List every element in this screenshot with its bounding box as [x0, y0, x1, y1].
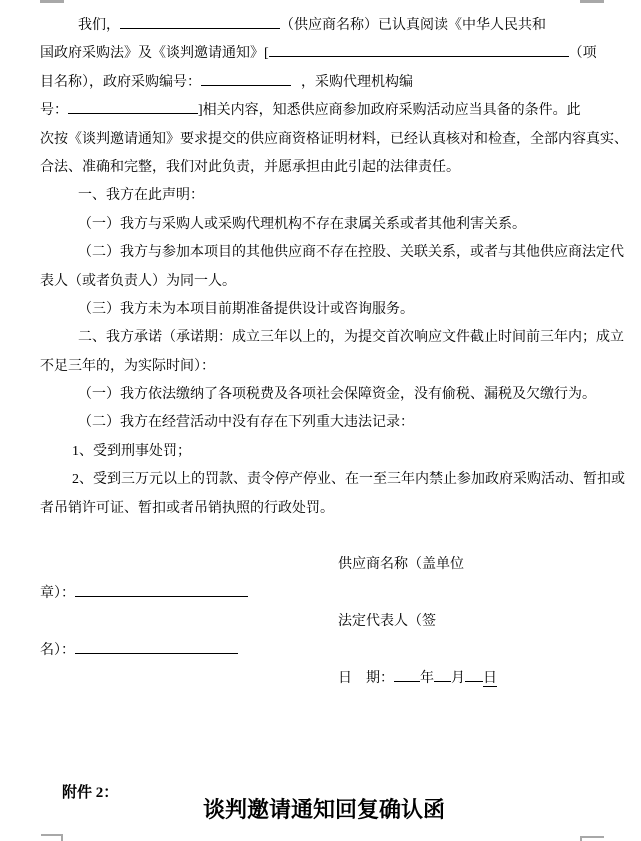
section1-item2-text: （二）我方与参加本项目的其他供应商不存在控股、关联关系，或者与其他供应商法定代 — [78, 245, 624, 261]
section2-item2 — [40, 409, 608, 437]
section1-item3 — [40, 296, 608, 324]
para1-text: 次按《谈判邀请通知》要求提交的供应商资格证明材料，已经认真核对和检查，全部内容真实、 — [40, 131, 628, 147]
date-year-label: 年 — [420, 670, 434, 686]
attachment-title-text: 谈判邀请通知回复确认函 — [202, 796, 445, 822]
supplier-stamp-label-line2 — [40, 580, 608, 608]
attachment-label-text: 附件 2： — [62, 784, 119, 801]
section2-item2-text: （二）我方在经营活动中没有存在下列重大违法记录： — [78, 415, 414, 431]
legal-rep-label-text: 名）： — [40, 642, 75, 658]
date-line — [40, 665, 608, 693]
date-day-blank[interactable] — [465, 667, 483, 682]
procurement-number-blank[interactable] — [201, 71, 291, 86]
legal-rep-signature-blank[interactable] — [75, 639, 238, 654]
supplier-stamp-label-text: 章）： — [40, 585, 75, 601]
blank-line — [40, 523, 608, 551]
para1-line5 — [40, 126, 628, 154]
date-month-blank[interactable] — [434, 667, 451, 682]
para1-text: ]相关内容，知悉供应商参加政府采购活动应当具备的条件。此 — [198, 103, 581, 119]
violation-item2-text: 2、受到三万元以上的罚款、责令停产停业、在一至三年内禁止参加政府采购活动、暂扣或 — [72, 472, 625, 488]
date-month-label: 月 — [451, 670, 465, 686]
date-day-label: 日 — [483, 670, 497, 686]
section1-item3-text: （三）我方未为本项目前期准备提供设计或咨询服务。 — [78, 301, 414, 317]
para1-line3 — [40, 69, 608, 97]
section1-item1-text: （一）我方与采购人或采购代理机构不存在隶属关系或者其他利害关系。 — [78, 216, 526, 232]
para1-text: 合法、准确和完整，我们对此负责，并愿承担由此引起的法律责任。 — [40, 159, 460, 175]
section1-item1 — [40, 211, 608, 239]
date-year-blank[interactable] — [394, 667, 420, 682]
section2-heading-text: 二、我方承诺（承诺期：成立三年以上的，为提交首次响应文件截止时间前三年内；成立 — [78, 330, 624, 346]
document-body — [40, 12, 628, 827]
para1-line4 — [40, 97, 608, 125]
para1-line2 — [40, 40, 608, 68]
legal-rep-label-line1 — [40, 608, 608, 636]
legal-rep-label-line2 — [40, 637, 608, 665]
para1-text: 号： — [40, 103, 68, 119]
blank-line — [40, 722, 608, 750]
section1-item2-line1 — [40, 239, 624, 267]
section2-heading-line1 — [40, 324, 624, 352]
para1-text: 国政府采购法》及《谈判邀请通知》[ — [40, 46, 269, 62]
violation-item1-text: 1、受到刑事处罚； — [72, 443, 191, 459]
date-label: 日 期： — [338, 670, 394, 686]
supplier-stamp-label-text: 供应商名称（盖单位 — [338, 557, 464, 573]
supplier-stamp-label-line1 — [40, 551, 608, 579]
text-boundary-mark-bottom-right — [580, 836, 604, 838]
attachment-title — [40, 797, 608, 827]
text-boundary-mark-bottom-left-tick — [61, 834, 63, 841]
text-boundary-mark-top-left — [40, 0, 64, 3]
text-boundary-mark-bottom-left — [41, 834, 63, 836]
section1-heading — [40, 182, 608, 210]
violation-item1 — [40, 438, 608, 466]
para1-text: ，采购代理机构编 — [301, 74, 413, 90]
text-boundary-mark-bottom-right-tick — [580, 836, 582, 841]
section1-item2-line2 — [40, 268, 608, 296]
blank-line — [40, 750, 608, 778]
para1-text: 目名称），政府采购编号： — [40, 74, 201, 90]
agency-number-blank[interactable] — [68, 99, 198, 114]
violation-item2-line1 — [40, 466, 625, 494]
violation-item2-line2 — [40, 495, 608, 523]
section1-heading-text: 一、我方在此声明： — [78, 188, 204, 204]
text-boundary-mark-top-right — [580, 0, 604, 3]
supplier-stamp-blank[interactable] — [75, 582, 248, 597]
section2-item1 — [40, 381, 608, 409]
para1-text: 我们， — [78, 18, 120, 33]
section2-heading-line2 — [40, 353, 608, 381]
project-name-blank[interactable] — [269, 42, 569, 57]
section1-item2-text: 表人（或者负责人）为同一人。 — [40, 273, 236, 289]
para1-text: （供应商名称）已认真阅读《中华人民共和 — [280, 18, 546, 33]
section2-heading-text: 不足三年的，为实际时间）： — [40, 358, 215, 374]
para1-text: （项 — [568, 46, 597, 62]
section2-item1-text: （一）我方依法缴纳了各项税费及各项社会保障资金，没有偷税、漏税及欠缴行为。 — [78, 387, 596, 403]
para1-line1 — [40, 12, 608, 40]
para1-line6 — [40, 154, 608, 182]
supplier-name-blank[interactable] — [120, 14, 280, 29]
legal-rep-label-text: 法定代表人（签 — [338, 614, 436, 630]
violation-item2-text: 者吊销许可证、暂扣或者吊销执照的行政处罚。 — [40, 500, 334, 516]
blank-line — [40, 693, 608, 721]
